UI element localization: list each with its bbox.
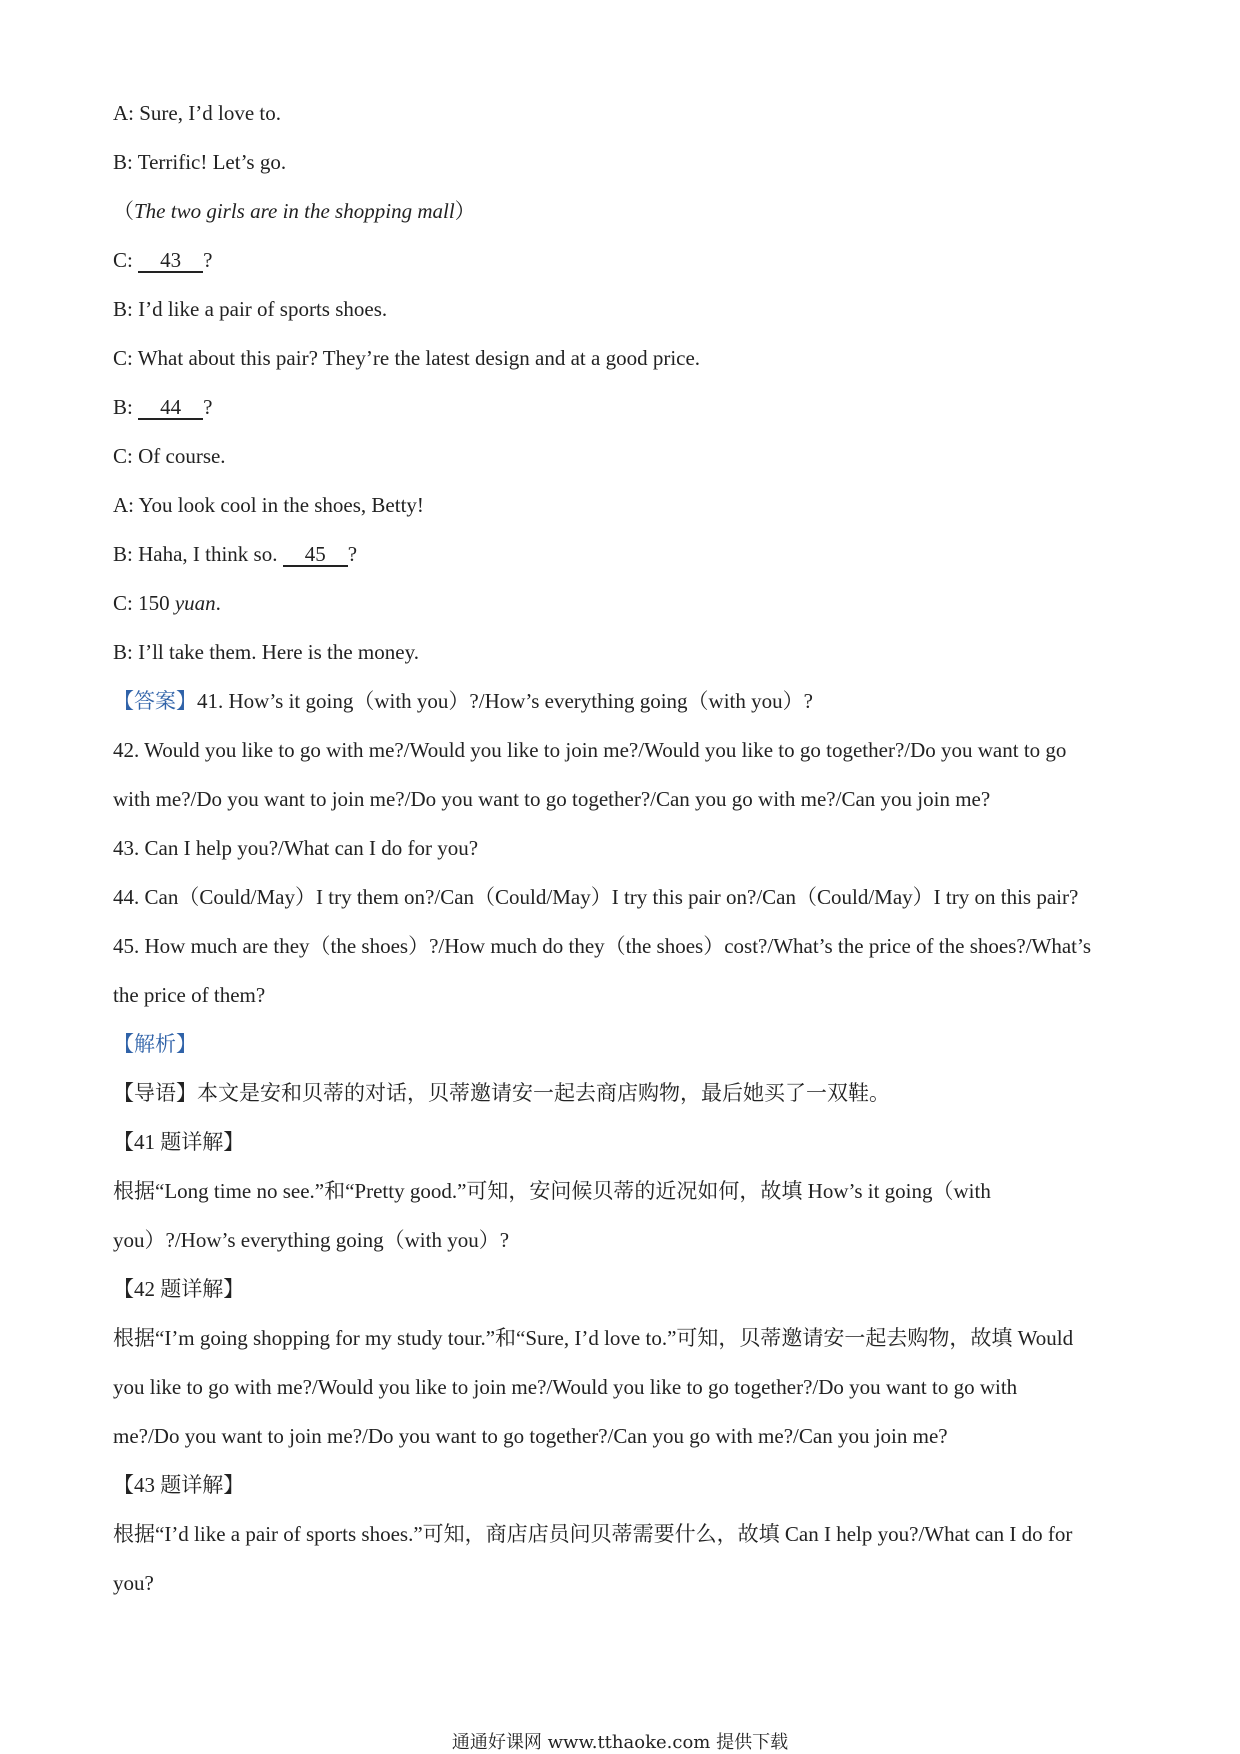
- dialogue-line: B: Terrific! Let’s go.: [113, 150, 287, 174]
- analysis-tag: 【解析】: [113, 1032, 197, 1056]
- speaker-label: C:: [113, 248, 139, 272]
- dialogue-line: B: I’ll take them. Here is the money.: [113, 640, 419, 664]
- blank-43: 43: [138, 249, 203, 273]
- dialogue-line: C: What about this pair? They’re the latest design and at a good price.: [113, 346, 701, 370]
- punctuation: ?: [347, 542, 358, 566]
- scene-text: The two girls are in the shopping mall: [134, 199, 455, 223]
- heading-43: 【43 题详解】: [113, 1473, 245, 1497]
- answer-44: 44. Can（Could/May）I try them on?/Can（Could/May）I try this pair on?/Can（Could/May）I try on this pair?: [113, 885, 1079, 909]
- answer-42-line-2: with me?/Do you want to join me?/Do you want to go together?/Can you go with me?/Can you join me?: [113, 787, 991, 811]
- dialogue-line-blank-44: [113, 394, 1143, 421]
- answer-42-line-1: 42. Would you like to go with me?/Would you like to join me?/Would you like to go together?/Do you want to go: [113, 738, 1067, 762]
- punctuation: ?: [203, 248, 213, 272]
- punctuation: .: [215, 591, 221, 615]
- scene-direction: [113, 198, 1143, 225]
- paren-close: ）: [454, 199, 476, 223]
- dialogue-line-blank-43: [113, 247, 1143, 274]
- dialogue-line: B: I’d like a pair of sports shoes.: [113, 297, 388, 321]
- answer-tag: 【答案】: [113, 689, 197, 713]
- page-footer: 通通好课网 www.tthaoke.com 提供下载: [451, 1732, 789, 1753]
- paren-open: （: [113, 199, 134, 223]
- dialogue-line: A: Sure, I’d love to.: [113, 101, 281, 125]
- currency-word: yuan: [174, 591, 216, 615]
- answer-41: [113, 688, 1143, 715]
- dialogue-line-blank-45: [113, 541, 1143, 568]
- detail-43-line-2: you?: [113, 1571, 154, 1595]
- detail-42-line-3: me?/Do you want to join me?/Do you want to go together?/Can you go with me?/Can you join me?: [113, 1424, 948, 1448]
- answer-45-line-1: 45. How much are they（the shoes）?/How much do they（the shoes）cost?/What’s the price of the shoes?/What’s: [113, 934, 1092, 958]
- answer-text: 41. How’s it going（with you）?/How’s everything going（with you）?: [197, 689, 813, 713]
- detail-41-line-1: 根据“Long time no see.”和“Pretty good.”可知，安问候贝蒂的近况如何，故填 How’s it going（with: [113, 1179, 991, 1203]
- heading-42: 【42 题详解】: [113, 1277, 245, 1301]
- blank-44: 44: [138, 396, 203, 420]
- detail-43-line-1: 根据“I’d like a pair of sports shoes.”可知，商店店员问贝蒂需要什么，故填 Can I help you?/What can I do for: [113, 1522, 1073, 1546]
- dialogue-line-price: [113, 590, 1143, 617]
- detail-42-line-2: you like to go with me?/Would you like to join me?/Would you like to go together?/Do you want to go with: [113, 1375, 1018, 1399]
- detail-42-line-1: 根据“I’m going shopping for my study tour.”和“Sure, I’d love to.”可知，贝蒂邀请安一起去购物，故填 Would: [113, 1326, 1074, 1350]
- answer-43: 43. Can I help you?/What can I do for you?: [113, 836, 479, 860]
- punctuation: ?: [203, 395, 213, 419]
- detail-41-line-2: you）?/How’s everything going（with you）?: [113, 1228, 510, 1252]
- answer-45-line-2: the price of them?: [113, 983, 266, 1007]
- dialogue-line: A: You look cool in the shoes, Betty!: [113, 493, 424, 517]
- dialogue-text: B: Haha, I think so.: [113, 542, 283, 566]
- heading-41: 【41 题详解】: [113, 1130, 245, 1154]
- document-page: [113, 100, 1143, 1619]
- blank-45: 45: [283, 543, 348, 567]
- dialogue-text: C: 150: [113, 591, 175, 615]
- analysis-intro: 【导语】本文是安和贝蒂的对话，贝蒂邀请安一起去商店购物，最后她买了一双鞋。: [113, 1081, 890, 1105]
- speaker-label: B:: [113, 395, 139, 419]
- dialogue-line: C: Of course.: [113, 444, 226, 468]
